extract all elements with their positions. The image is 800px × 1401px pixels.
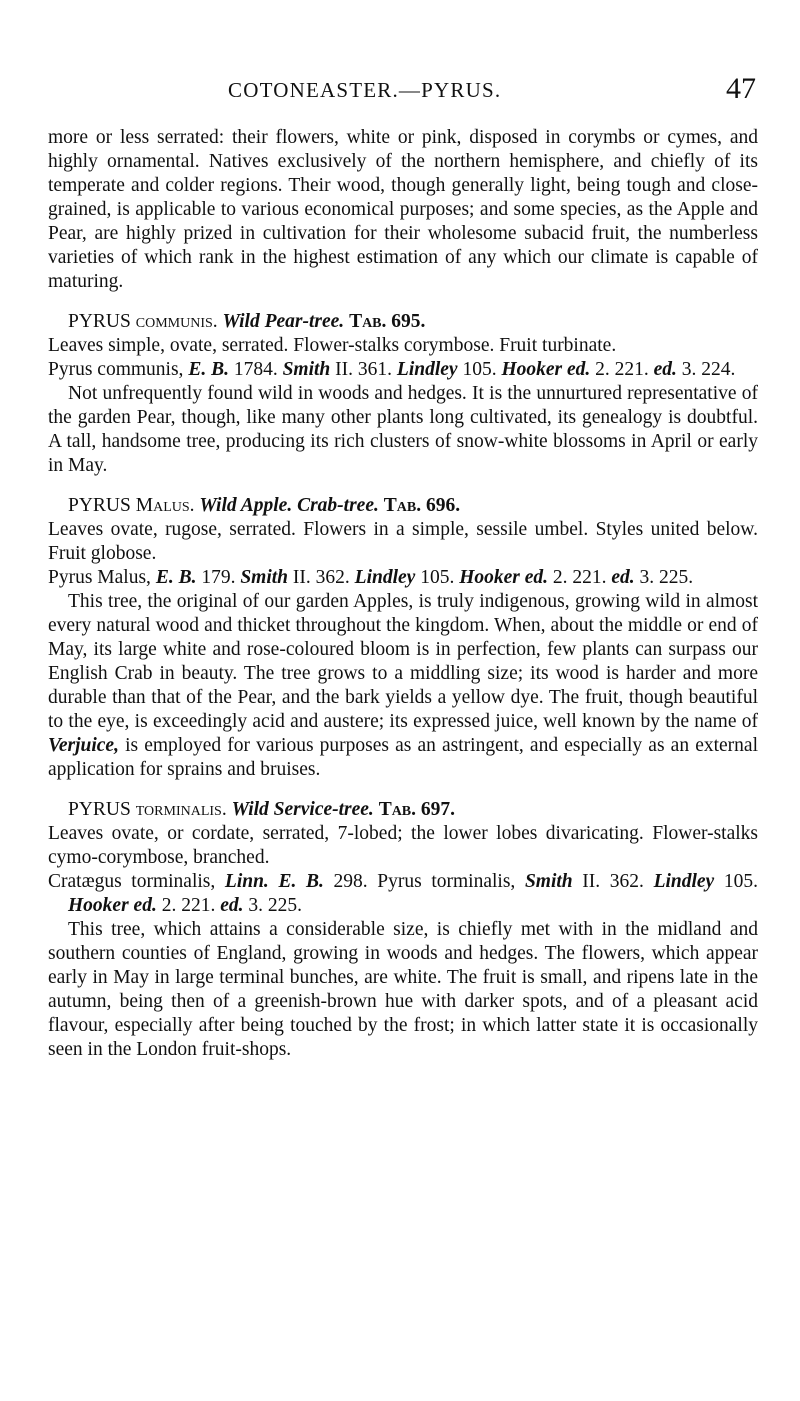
literature-references [48,358,758,382]
ref-text: II. 362. [288,567,355,588]
ref-text: 298. Pyrus torminalis, [323,871,525,892]
ref-text: Cratægus torminalis, [48,871,225,892]
ref-source: Hooker ed. [459,567,549,588]
ref-text: 2. 221. [548,567,612,588]
ref-source: E. B. [188,359,229,380]
species-entry-torminalis [48,798,758,1062]
species-name: Malus. [135,495,195,516]
ref-source: Linn. E. B. [224,871,324,892]
page-body [48,126,758,1062]
page-number: 47 [726,72,756,105]
genus-name: PYRUS [68,311,131,332]
ref-source: Lindley [396,359,458,380]
species-entry-malus [48,494,758,782]
ref-text: 1784. [228,359,283,380]
ref-text: 105. [415,567,460,588]
ref-source: Smith [240,567,289,588]
literature-references [48,566,758,590]
ref-text: 3. 224. [676,359,736,380]
running-title: COTONEASTER.—PYRUS. [228,78,502,102]
common-name: Wild Apple. Crab-tree. [199,495,379,516]
ref-text: 2. 221. [590,359,654,380]
description: This tree, which attains a considerable size, is chiefly met with in the midland and southern counties of England, growing in woods and hedges. The flowers, which appear early in May in large terminal bunches, are white. The fruit is small, and ripens late in the autumn, being then of a greenish-brown hue with darker spots, and of a pleasant acid flavour, especially after being touched by the frost; in which latter state it is occasionally seen in the London fruit-shops. [48,919,758,1060]
ref-source: ed. [653,359,677,380]
ref-text: Pyrus Malus, [48,567,156,588]
ref-text: 105. [714,871,758,892]
entry-heading [48,310,758,334]
species-entry-communis [48,310,758,478]
plate-reference: Tab. 696. [383,495,461,516]
ref-source: Smith [282,359,331,380]
ref-text: 179. [196,567,241,588]
ref-text: II. 361. [330,359,397,380]
intro-paragraph: more or less serrated: their flowers, white or pink, disposed in corymbs or cymes, and highly ornamental. Natives exclusively of the northern hemisphere, and chiefly of its temperate and colder regions. Their wood, though generally light, being tough and close-grained, is applicable to various economical purposes; and some species, as the Apple and Pear, are highly prized in cultivation for their wholesome subacid fruit, the numberless varieties of which rank in the highest estimation of any which our climate is capable of maturing. [48,127,758,292]
genus-name: PYRUS [68,495,131,516]
species-name: communis. [135,311,218,332]
ref-source: Lindley [354,567,416,588]
ref-text: II. 362. [572,871,654,892]
ref-source: E. B. [155,567,197,588]
plate-reference: Tab. 697. [378,799,456,820]
description [48,590,758,782]
ref-source: Hooker ed. [68,895,157,916]
ref-text: 3. 225. [243,895,302,916]
diagnosis: Leaves ovate, or cordate, serrated, 7-lobed; the lower lobes divaricating. Flower-stalks cymo-corymbose, branched. [48,823,758,868]
diagnosis: Leaves ovate, rugose, serrated. Flowers in a simple, sessile umbel. Styles united below. Fruit globose. [48,519,758,564]
ref-source: ed. [220,895,244,916]
verjuice-term: Verjuice, [48,735,119,756]
description: Not unfrequently found wild in woods and hedges. It is the unnurtured representative of the garden Pear, though, like many other plants long cultivated, its genealogy is doubtful. A tall, handsome tree, producing its rich clusters of snow-white blossoms in April or early in May. [48,383,758,476]
description-text: is employed for various purposes as an astringent, and especially as an external application for sprains and bruises. [48,735,758,780]
ref-text: 3. 225. [634,567,694,588]
plate-reference: Tab. 695. [349,311,426,332]
ref-text: 105. [457,359,502,380]
description-text: This tree, the original of our garden Apples, is truly indigenous, growing wild in almost every natural wood and thicket throughout the kingdom. When, about the middle or end of May, its large white and rose-coloured bloom is in perfection, few plants can surpass our English Crab in beauty. The tree grows to a middling size; its wood is harder and more durable than that of the Pear, and the bark yields a yellow dye. The fruit, though beautiful to the eye, is exceedingly acid and austere; its expressed juice, well known by the name of [48,591,758,732]
ref-text: 2. 221. [156,895,221,916]
common-name: Wild Pear-tree. [222,311,345,332]
ref-source: Hooker ed. [501,359,591,380]
ref-source: ed. [611,567,635,588]
species-name: torminalis. [135,799,227,820]
entry-heading [48,494,758,518]
common-name: Wild Service-tree. [231,799,374,820]
entry-heading [48,798,758,822]
genus-name: PYRUS [68,799,131,820]
literature-references [48,870,758,918]
diagnosis: Leaves simple, ovate, serrated. Flower-stalks corymbose. Fruit turbinate. [48,335,617,356]
ref-source: Lindley [653,871,715,892]
ref-source: Smith [524,871,573,892]
running-header [0,72,800,112]
ref-text: Pyrus communis, [48,359,189,380]
